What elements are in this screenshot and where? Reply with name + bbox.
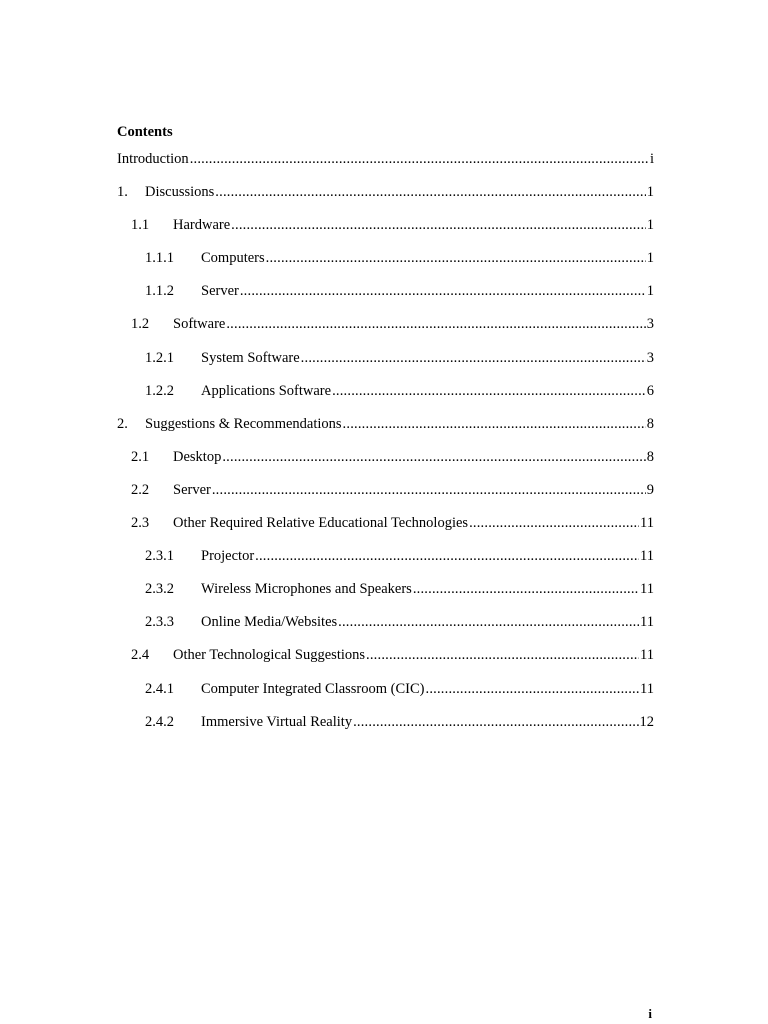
toc-entry-number: 2.3.3 bbox=[145, 614, 174, 631]
toc-entry-number: 1.2 bbox=[131, 316, 150, 333]
toc-entry[interactable] bbox=[117, 713, 654, 746]
toc-entry-page: 11 bbox=[640, 614, 654, 631]
toc-entry[interactable] bbox=[117, 216, 654, 249]
toc-entry[interactable] bbox=[117, 315, 654, 348]
toc-entry-page: 11 bbox=[640, 680, 654, 697]
toc-entry[interactable] bbox=[117, 580, 654, 613]
toc-entry[interactable] bbox=[117, 514, 654, 547]
toc-entry[interactable] bbox=[117, 448, 654, 481]
toc-entry-page: 11 bbox=[640, 581, 654, 598]
toc-entry-number: 1.1.1 bbox=[145, 250, 174, 267]
toc-entry[interactable] bbox=[117, 349, 654, 382]
toc-entry-page: 11 bbox=[640, 515, 654, 532]
toc-entry-number: 1.2.2 bbox=[145, 382, 174, 399]
toc-dot-leader bbox=[343, 415, 646, 433]
toc-entry-title: Other Technological Suggestions bbox=[173, 647, 366, 664]
toc-entry-title: Discussions bbox=[145, 184, 215, 201]
toc-entry[interactable] bbox=[117, 282, 654, 315]
toc-entry[interactable] bbox=[117, 415, 654, 448]
toc-entry-title: Immersive Virtual Reality bbox=[201, 713, 353, 730]
toc-entry-page: i bbox=[649, 151, 654, 167]
toc-dot-leader bbox=[212, 481, 646, 499]
toc-entry-number: 2.3 bbox=[131, 515, 150, 532]
toc-entry-number: 2.3.2 bbox=[145, 581, 174, 598]
toc-entry-number: 2.1 bbox=[131, 448, 150, 465]
toc-dot-leader bbox=[240, 282, 646, 300]
toc-entry-title: Hardware bbox=[173, 217, 231, 234]
toc-entry-page: 1 bbox=[646, 250, 654, 267]
toc-entry[interactable] bbox=[117, 680, 654, 713]
toc-entry[interactable] bbox=[117, 249, 654, 282]
toc-entry-page: 3 bbox=[646, 349, 654, 366]
toc-entry-number: 2. bbox=[117, 415, 128, 432]
toc-entry[interactable] bbox=[117, 382, 654, 415]
toc-dot-leader bbox=[231, 216, 646, 234]
toc-entry-title: Applications Software bbox=[201, 382, 332, 399]
toc-entry-number: 1.1 bbox=[131, 217, 150, 234]
toc-entry[interactable] bbox=[117, 183, 654, 216]
table-of-contents bbox=[117, 150, 654, 746]
toc-dot-leader bbox=[222, 448, 645, 466]
toc-dot-leader bbox=[226, 315, 645, 333]
toc-dot-leader bbox=[332, 382, 646, 400]
toc-entry[interactable] bbox=[117, 547, 654, 580]
toc-dot-leader bbox=[301, 349, 646, 367]
toc-entry-number: 2.3.1 bbox=[145, 548, 174, 565]
toc-entry-page: 12 bbox=[639, 713, 654, 730]
toc-entry-title: Other Required Relative Educational Technologies bbox=[173, 515, 469, 532]
toc-dot-leader bbox=[190, 150, 649, 168]
toc-entry-number: 2.2 bbox=[131, 481, 150, 498]
toc-entry-title: System Software bbox=[201, 349, 300, 366]
toc-entry-title: Introduction bbox=[117, 151, 189, 167]
toc-entry-title: Online Media/Websites bbox=[201, 614, 338, 631]
toc-entry-number: 1. bbox=[117, 184, 128, 201]
toc-entry-title: Projector bbox=[201, 548, 255, 565]
toc-entry-page: 11 bbox=[640, 647, 654, 664]
toc-entry-title: Suggestions & Recommendations bbox=[145, 415, 342, 432]
toc-dot-leader bbox=[255, 547, 639, 565]
toc-dot-leader bbox=[266, 249, 646, 267]
toc-entry-title: Desktop bbox=[173, 448, 222, 465]
toc-entry-title: Software bbox=[173, 316, 226, 333]
toc-entry-title: Server bbox=[201, 283, 239, 300]
toc-entry[interactable] bbox=[117, 613, 654, 646]
toc-entry-number: 2.4.2 bbox=[145, 713, 174, 730]
toc-entry-page: 1 bbox=[646, 217, 654, 234]
toc-entry-page: 6 bbox=[646, 382, 654, 399]
toc-dot-leader bbox=[426, 680, 640, 698]
toc-entry-title: Wireless Microphones and Speakers bbox=[201, 581, 412, 598]
toc-entry-number: 2.4 bbox=[131, 647, 150, 664]
toc-entry[interactable] bbox=[117, 481, 654, 514]
toc-entry[interactable] bbox=[117, 150, 654, 183]
toc-dot-leader bbox=[366, 646, 639, 664]
toc-entry-number: 2.4.1 bbox=[145, 680, 174, 697]
toc-entry-title: Computers bbox=[201, 250, 265, 267]
toc-entry-page: 8 bbox=[646, 415, 654, 432]
footer-page-number: i bbox=[648, 1006, 652, 1021]
toc-entry-title: Computer Integrated Classroom (CIC) bbox=[201, 680, 425, 697]
toc-entry-page: 1 bbox=[646, 283, 654, 300]
toc-dot-leader bbox=[215, 183, 645, 201]
toc-entry-page: 9 bbox=[646, 481, 654, 498]
toc-entry-page: 1 bbox=[646, 184, 654, 201]
toc-dot-leader bbox=[353, 713, 638, 731]
toc-entry-number: 1.2.1 bbox=[145, 349, 174, 366]
toc-entry-title: Server bbox=[173, 481, 211, 498]
contents-heading: Contents bbox=[117, 124, 173, 140]
toc-dot-leader bbox=[469, 514, 639, 532]
toc-dot-leader bbox=[338, 613, 639, 631]
toc-entry-page: 11 bbox=[640, 548, 654, 565]
toc-entry[interactable] bbox=[117, 646, 654, 679]
toc-entry-page: 3 bbox=[646, 316, 654, 333]
toc-entry-number: 1.1.2 bbox=[145, 283, 174, 300]
toc-dot-leader bbox=[413, 580, 639, 598]
toc-entry-page: 8 bbox=[646, 448, 654, 465]
